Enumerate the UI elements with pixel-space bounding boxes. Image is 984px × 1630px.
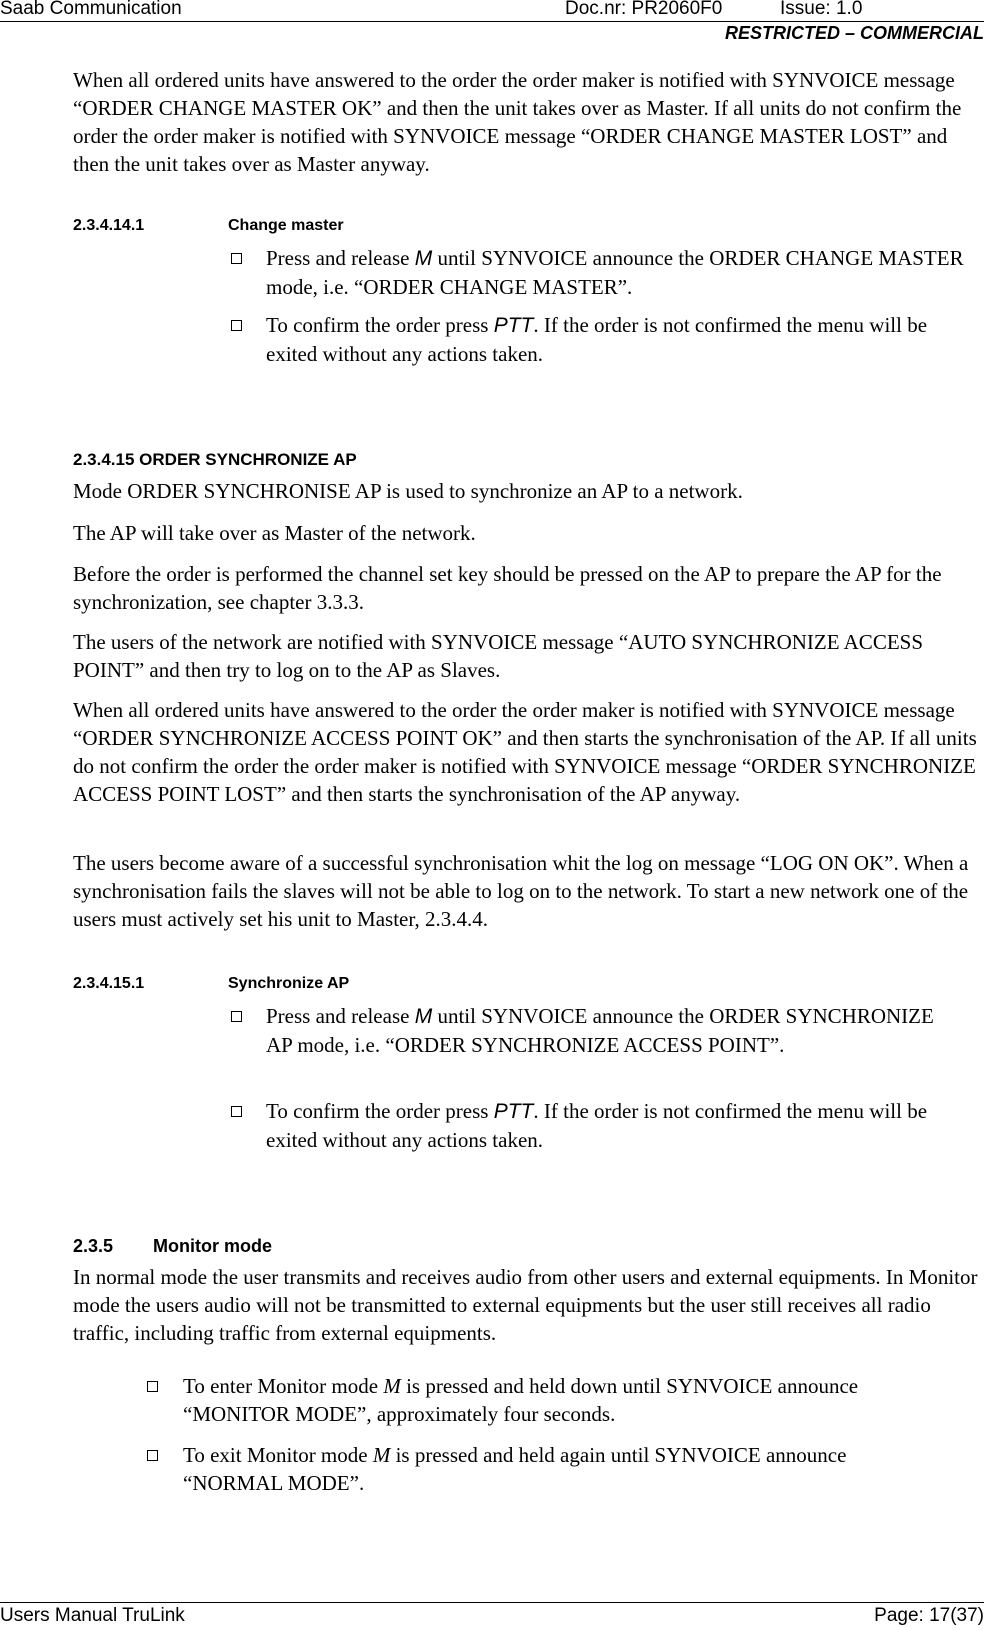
intro-paragraph: When all ordered units have answered to the order the order maker is notified with SYNVOICE message “ORDER CHANGE MASTER OK” and then the unit takes over as Master. If all units do not confirm the order the order maker is notified with SYNVOICE message “ORDER CHANGE MASTER LOST” and then the unit takes over as Master anyway. bbox=[73, 68, 962, 176]
header-company: Saab Communication bbox=[0, 0, 182, 19]
bullet-monitor-mode-2: To exit Monitor mode M is pressed and held again until SYNVOICE announce “NORMAL MODE”. bbox=[183, 1443, 847, 1495]
checkbox-bullet-icon bbox=[147, 1381, 158, 1392]
bullet-synchronize-ap-1: Press and release M until SYNVOICE announce the ORDER SYNCHRONIZE AP mode, i.e. “ORDER SYNCHRONIZE ACCESS POINT”. bbox=[266, 1004, 934, 1057]
section-number: 2.3.4.14.1 bbox=[73, 217, 145, 234]
header-rule bbox=[0, 21, 984, 22]
checkbox-bullet-icon bbox=[231, 1011, 242, 1022]
section-number-2-3-5: 2.3.5 bbox=[73, 1236, 114, 1256]
bullet-change-master-2: To confirm the order press PTT. If the order is not confirmed the menu will be exited without any actions taken. bbox=[266, 313, 928, 366]
key-m: M bbox=[372, 1443, 391, 1467]
section-heading-2-3-4-15: 2.3.4.15 ORDER SYNCHRONIZE AP bbox=[73, 450, 357, 469]
key-ptt: PTT bbox=[493, 314, 534, 337]
key-m: M bbox=[414, 247, 433, 270]
key-m: M bbox=[414, 1005, 433, 1028]
key-m: M bbox=[383, 1374, 401, 1398]
section-title: Synchronize AP bbox=[228, 975, 350, 992]
checkbox-bullet-icon bbox=[147, 1450, 158, 1461]
section-heading-2-3-4-14-1 bbox=[73, 217, 344, 235]
checkbox-bullet-icon bbox=[231, 1106, 242, 1117]
section-title-monitor-mode: Monitor mode bbox=[153, 1236, 272, 1256]
paragraph: In normal mode the user transmits and receives audio from other users and external equipments. In Monitor mode the users audio will not be transmitted to external equipments but the user still receives all radio traffic, including traffic from external equipments. bbox=[73, 1265, 978, 1345]
paragraph: The users become aware of a successful synchronisation whit the log on message “LOG ON OK”. When a synchronisation fails the slaves will not be able to log on to the network. To start a new network one of the users must actively set his unit to Master, 2.3.4.4. bbox=[73, 851, 969, 931]
paragraph: Mode ORDER SYNCHRONISE AP is used to synchronize an AP to a network. bbox=[73, 479, 743, 503]
paragraph: The users of the network are notified with SYNVOICE message “AUTO SYNCHRONIZE ACCESS POINT” and then try to log on to the AP as Slaves. bbox=[73, 630, 924, 682]
checkbox-bullet-icon bbox=[231, 320, 242, 331]
header-issue: Issue: 1.0 bbox=[780, 0, 863, 19]
paragraph: When all ordered units have answered to the order the order maker is notified with SYNVOICE message “ORDER SYNCHRONIZE ACCESS POINT OK” and then starts the synchronisation of the AP. If all units do not confirm the order the order maker is notified with SYNVOICE message “ORDER SYNCHRONIZE ACCESS POINT LOST” and then starts the synchronisation of the AP anyway. bbox=[73, 698, 977, 806]
checkbox-bullet-icon bbox=[231, 253, 242, 264]
section-number: 2.3.4.15.1 bbox=[73, 975, 145, 992]
section-heading-2-3-4-15-1 bbox=[73, 975, 350, 993]
paragraph: The AP will take over as Master of the network. bbox=[73, 521, 476, 545]
bullet-synchronize-ap-2: To confirm the order press PTT. If the order is not confirmed the menu will be exited without any actions taken. bbox=[266, 1099, 928, 1152]
footer-page-number: Page: 17(37) bbox=[874, 1605, 984, 1626]
header-doc-nr: Doc.nr: PR2060F0 bbox=[565, 0, 723, 19]
footer-rule bbox=[0, 1602, 984, 1603]
key-ptt: PTT bbox=[493, 1100, 534, 1123]
header-classification: RESTRICTED – COMMERCIAL bbox=[724, 23, 984, 43]
bullet-monitor-mode-1: To enter Monitor mode M is pressed and held down until SYNVOICE announce “MONITOR MODE”, approximately four seconds. bbox=[183, 1374, 859, 1426]
bullet-change-master-1: Press and release M until SYNVOICE announce the ORDER CHANGE MASTER mode, i.e. “ORDER CHANGE MASTER”. bbox=[266, 246, 964, 299]
section-title: Change master bbox=[228, 217, 344, 234]
paragraph: Before the order is performed the channel set key should be pressed on the AP to prepare the AP for the synchronization, see chapter 3.3.3. bbox=[73, 562, 942, 614]
footer-manual-name: Users Manual TruLink bbox=[0, 1605, 185, 1626]
